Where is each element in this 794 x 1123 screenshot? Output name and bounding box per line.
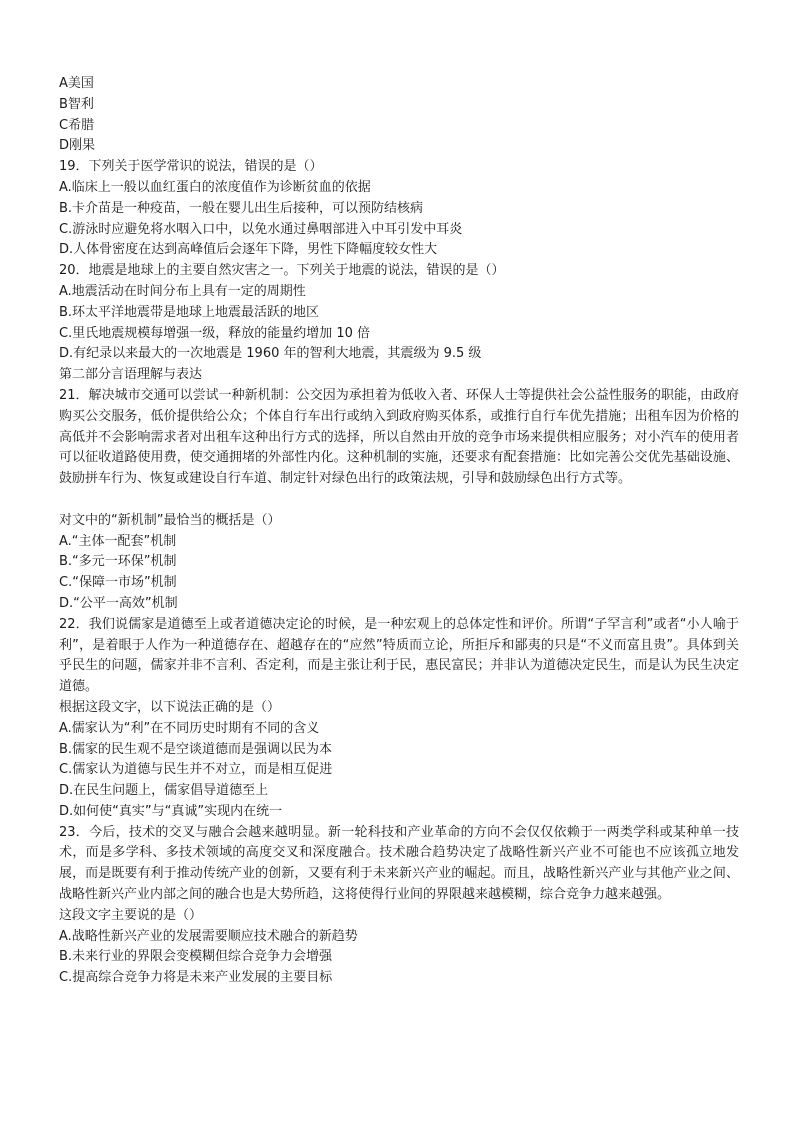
q18-option-a: A美国 [59, 76, 94, 91]
q23-passage: 23．今后，技术的交叉与融合会越来越明显。新一轮科技和产业革命的方向不会仅仅依赖于一两类学科或某种单一技术，而是多学科、多技术领域的高度交叉和深度融合。技术融合趋势决定了战略性新兴产业不可能也不应该孤立地发展，而是既要有利于推动传统产业的创新，又要有利于未来新兴产业的崛起。而且，战略性新兴产业与其他产业之间、战略性新兴产业内部之间的融合也是大势所趋，这将使得行业间的界限越来越模糊，综合竞争力越来越强。 [59, 824, 739, 903]
q19-option-d: D.人体骨密度在达到高峰值后会逐年下降，男性下降幅度较女性大 [59, 242, 438, 258]
q22-option-c: C.儒家认为道德与民生并不对立，而是相互促进 [59, 762, 333, 778]
q20-option-a: A.地震活动在时间分布上具有一定的周期性 [59, 283, 306, 299]
q22-option-d-extra: D.如何使“真实”与“真诚”实现内在统一 [59, 803, 283, 819]
blank-line [59, 490, 739, 511]
q18-option-b: B智利 [59, 96, 94, 112]
q21-option-c: C.“保障一市场”机制 [59, 575, 177, 591]
q23-option-a: A.战略性新兴产业的发展需要顺应技术融合的新趋势 [59, 928, 358, 944]
q21-option-a: A.“主体一配套”机制 [59, 533, 177, 549]
exam-page [59, 74, 739, 989]
q21-option-b: B.“多元一环保”机制 [59, 554, 177, 570]
q18-option-d: D刚果 [59, 138, 96, 154]
q19-option-a: A.临床上一般以血红蛋白的浓度值作为诊断贫血的依据 [59, 179, 371, 195]
q20-option-c: C.里氏地震规模每增强一级，释放的能量约增加 10 倍 [59, 325, 371, 341]
q20-option-b: B.环太平洋地震带是地球上地震最活跃的地区 [59, 304, 320, 320]
q19-option-b: B.卡介苗是一种疫苗，一般在婴儿出生后接种，可以预防结核病 [59, 200, 424, 216]
section-title: 第二部分言语理解与表达 [59, 367, 203, 383]
q19-option-c: C.游泳时应避免将水咽入口中，以免水通过鼻咽部进入中耳引发中耳炎 [59, 221, 463, 237]
q23-stem: 这段文字主要说的是（） [59, 907, 203, 923]
q23-option-b: B.未来行业的界限会变模糊但综合竞争力会增强 [59, 949, 333, 965]
q22-passage: 22．我们说儒家是道德至上或者道德决定论的时候，是一种宏观上的总体定性和评价。所谓“子罕言利”或者“小人喻于利”，是着眼于人作为一种道德存在、超越存在的“应然”特质而立论，所拒斥和鄙夷的只是“不义而富且贵”。具体到关乎民生的问题，儒家并非不言利、否定利，而是主张让利于民，惠民富民；并非认为道德决定民生，而是认为民生决定道德。 [59, 616, 739, 695]
q23-option-c: C.提高综合竞争力将是未来产业发展的主要目标 [59, 970, 333, 986]
q20-option-d: D.有纪录以来最大的一次地震是 1960 年的智利大地震，其震级为 9.5 级 [59, 346, 482, 362]
q22-option-d: D.在民生问题上，儒家倡导道德至上 [59, 783, 269, 799]
q21-stem: 对文中的“新机制”最恰当的概括是（） [59, 512, 281, 528]
q19-stem: 19．下列关于医学常识的说法，错误的是（） [59, 159, 323, 175]
q22-stem: 根据这段文字，以下说法正确的是（） [59, 699, 281, 715]
q20-stem: 20．地震是地球上的主要自然灾害之一。下列关于地震的说法，错误的是（） [59, 263, 505, 279]
q21-passage: 21．解决城市交通可以尝试一种新机制：公交因为承担着为低收入者、环保人士等提供社会公益性服务的职能，由政府购买公交服务，低价提供给公众；个体自行车出行或纳入到政府购买体系，或推行自行车优先措施；出租车因为价格的高低并不会影响需求者对出租车这种出行方式的选择，所以自然由开放的竞争市场来提供相应服务；对小汽车的使用者可以征收道路使用费，使交通拥堵的外部性内化。这种机制的实施，还要求有配套措施：比如完善公交优先基础设施、鼓励拼车行为、恢复或建设自行车道、制定针对绿色出行的政策法规，引导和鼓励绿色出行方式等。 [59, 387, 739, 487]
q21-option-d: D.“公平一高效”机制 [59, 595, 178, 611]
q22-option-b: B.儒家的民生观不是空谈道德而是强调以民为本 [59, 741, 333, 757]
q22-option-a: A.儒家认为“利”在不同历史时期有不同的含义 [59, 720, 320, 736]
q18-option-c: C希腊 [59, 117, 95, 133]
